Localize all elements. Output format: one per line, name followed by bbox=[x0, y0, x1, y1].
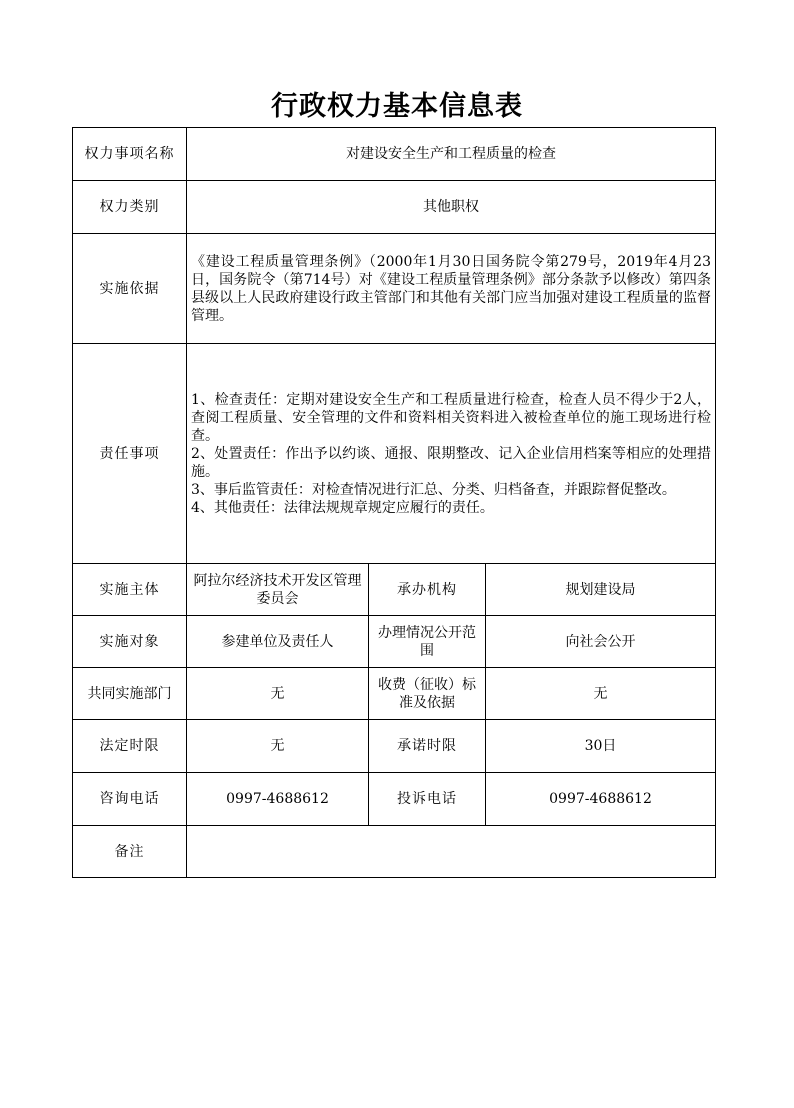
consult-phone-value: 0997-4688612 bbox=[187, 773, 369, 826]
handling-agency-label: 承办机构 bbox=[369, 564, 486, 616]
duties-label: 责任事项 bbox=[73, 344, 187, 564]
subject-label: 实施主体 bbox=[73, 564, 187, 616]
power-type-label: 权力类别 bbox=[73, 181, 187, 234]
row-power-name bbox=[73, 128, 716, 181]
power-type-value: 其他职权 bbox=[187, 181, 716, 234]
duty-item: 1、检查责任：定期对建设安全生产和工程质量进行检查，检查人员不得少于2人，查阅工程质量、安全管理的文件和资料相关资料进入被检查单位的施工现场进行检查。 bbox=[191, 391, 711, 444]
target-label: 实施对象 bbox=[73, 616, 187, 668]
handling-agency-value: 规划建设局 bbox=[486, 564, 716, 616]
legal-time-limit-label: 法定时限 bbox=[73, 720, 187, 773]
duties-cell bbox=[187, 344, 716, 564]
row-basis bbox=[73, 234, 716, 344]
promised-time-limit-value: 30日 bbox=[486, 720, 716, 773]
complaint-phone-value: 0997-4688612 bbox=[486, 773, 716, 826]
duty-item: 4、其他责任：法律法规规章规定应履行的责任。 bbox=[191, 499, 494, 516]
target-value: 参建单位及责任人 bbox=[187, 616, 369, 668]
remark-label: 备注 bbox=[73, 826, 187, 878]
basis-cell bbox=[187, 234, 716, 344]
row-phone bbox=[73, 773, 716, 826]
row-joint bbox=[73, 668, 716, 720]
joint-dept-value: 无 bbox=[187, 668, 369, 720]
row-time-limit bbox=[73, 720, 716, 773]
legal-time-limit-value: 无 bbox=[187, 720, 369, 773]
row-power-type bbox=[73, 181, 716, 234]
page-title: 行政权力基本信息表 bbox=[271, 91, 523, 122]
disclosure-scope-value: 向社会公开 bbox=[486, 616, 716, 668]
duty-item: 2、处置责任：作出予以约谈、通报、限期整改、记入企业信用档案等相应的处理措施。 bbox=[191, 445, 711, 480]
subject-value: 阿拉尔经济技术开发区管理委员会 bbox=[187, 564, 369, 616]
fee-basis-label: 收费（征收）标准及依据 bbox=[369, 668, 486, 720]
remark-value bbox=[187, 826, 716, 878]
power-name-label: 权力事项名称 bbox=[73, 128, 187, 181]
basis-label: 实施依据 bbox=[73, 234, 187, 344]
row-subject bbox=[73, 564, 716, 616]
promised-time-limit-label: 承诺时限 bbox=[369, 720, 486, 773]
fee-basis-value: 无 bbox=[486, 668, 716, 720]
row-remark bbox=[73, 826, 716, 878]
basis-value: 《建设工程质量管理条例》（2000年1月30日国务院令第279号，2019年4月23日，国务院令（第714号）对《建设工程质量管理条例》部分条款予以修改）第四条县级以上人民政府建设行政主管部门和其他有关部门应当加强对建设工程质量的监督管理。 bbox=[191, 253, 711, 324]
info-table bbox=[72, 127, 716, 878]
row-target bbox=[73, 616, 716, 668]
joint-dept-label: 共同实施部门 bbox=[73, 668, 187, 720]
consult-phone-label: 咨询电话 bbox=[73, 773, 187, 826]
complaint-phone-label: 投诉电话 bbox=[369, 773, 486, 826]
power-name-value: 对建设安全生产和工程质量的检查 bbox=[187, 128, 716, 181]
duty-item: 3、事后监管责任：对检查情况进行汇总、分类、归档备查，并跟踪督促整改。 bbox=[191, 481, 676, 498]
disclosure-scope-label: 办理情况公开范围 bbox=[369, 616, 486, 668]
row-duties bbox=[73, 344, 716, 564]
